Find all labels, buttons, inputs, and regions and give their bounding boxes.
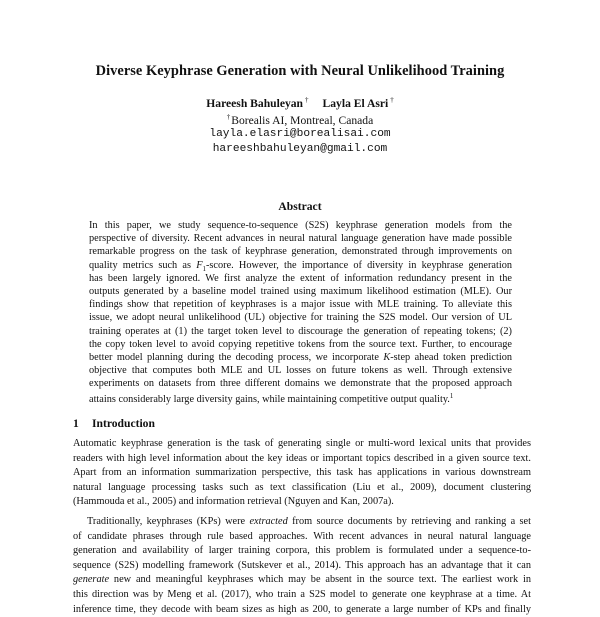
intro-line: readers with high level information about the key ideas or important topics described in a given source text. xyxy=(73,452,531,464)
intro-line: generation and availability of larger training corpora, this problem is formulated under a sequence-to- xyxy=(73,545,531,557)
affiliation-mark: † xyxy=(226,113,231,121)
affiliation xyxy=(0,113,600,127)
section-number: 1 xyxy=(73,417,79,430)
abstract-heading: Abstract xyxy=(278,200,322,213)
section-title: Introduction xyxy=(92,417,155,430)
abstract-line: outputs generated by a baseline model trained using maximum likelihood estimation (MLE). Our xyxy=(89,285,512,297)
abstract-line: objective that computes both MLE and UL losses on future tokens as well. Through extensive xyxy=(89,365,512,377)
abstract-line: quality metrics such as $F_1$-score. However, the importance of diversity in keyphrase generation xyxy=(89,259,513,273)
introduction-body xyxy=(73,437,531,617)
paper-title: Diverse Keyphrase Generation with Neural Unlikelihood Training xyxy=(95,63,505,79)
intro-line: Traditionally, keyphrases (KPs) were extracted from source documents by retrieving and ranking a set xyxy=(87,515,531,527)
abstract-line: has been largely ignored. We first analyze the extent of information redundancy present in the xyxy=(89,272,512,284)
abstract-line: remarkable progress on the task of keyphrase generation, demonstrated through improvements on xyxy=(89,246,512,258)
intro-line: generate new and meaningful keyphrases which may be absent in the source text. The earliest work in xyxy=(73,574,531,586)
abstract-body xyxy=(89,219,512,404)
intro-line: sequence (S2S) modelling framework (Sutskever et al., 2014). This approach has an advantage that it can xyxy=(73,559,531,571)
affiliation-text: Borealis AI, Montreal, Canada xyxy=(231,114,374,127)
author-name: Hareesh Bahuleyan xyxy=(206,97,304,110)
abstract-line: findings show that repetition of keyphrases is a major issue with MLE training. To alleviate this xyxy=(89,299,512,311)
footnote-mark: 1 xyxy=(449,392,454,401)
abstract-line: issue, we adopt neural unlikelihood (UL) objective for training the S2S model. Our version of UL xyxy=(89,312,512,324)
abstract-line: the copy token level to avoid copying repetitive tokens from the source text. Further, to encourage xyxy=(89,338,512,350)
intro-line: natural language processing tasks such as text classification (Liu et al., 2009), document clustering xyxy=(73,481,531,493)
author-email: layla.elasri@borealisai.com xyxy=(209,128,391,140)
intro-line: Apart from an information summarization perspective, this task has applications in various downstream xyxy=(73,467,531,479)
intro-line: this direction was by Meng et al. (2017), who train a S2S model to generate one keyphrase at a time. At xyxy=(73,588,531,600)
intro-line: inference time, they decode with beam sizes as high as 200, to generate a large number of KPs and finally xyxy=(73,603,531,615)
section-heading xyxy=(73,417,155,430)
intro-line: Automatic keyphrase generation is the task of generating single or multi-word lexical units that provides xyxy=(73,438,531,449)
abstract-line: better model planning during the decoding process, we incorporate K-step ahead token prediction xyxy=(89,351,513,363)
abstract-line: training operates at (1) the target token level to discourage the generation of repeating tokens; (2) xyxy=(89,325,512,337)
author-email: hareeshbahuleyan@gmail.com xyxy=(212,143,388,155)
intro-line: (Hammouda et al., 2005) and information retrieval (Nguyen and Kan, 2007a). xyxy=(73,496,394,508)
author-name: Layla El Asri xyxy=(322,97,389,110)
affiliation-mark: † xyxy=(305,96,309,104)
author-list xyxy=(0,96,600,110)
abstract-line: attains considerably large diversity gains, while maintaining competitive output quality.$^1$ xyxy=(89,392,454,406)
abstract-line: In this paper, we study sequence-to-sequence (S2S) keyphrase generation models from the xyxy=(89,220,512,231)
intro-line: of candidate phrases through rule based approaches. With recent advances in neural natural language xyxy=(73,530,531,542)
affiliation-mark: † xyxy=(390,96,394,104)
abstract-line: experiments on datasets from three different domains we demonstrate that the proposed approach xyxy=(89,378,512,390)
abstract-line: perspective of diversity. Recent advances in neural natural language generation have made possible xyxy=(89,233,512,245)
